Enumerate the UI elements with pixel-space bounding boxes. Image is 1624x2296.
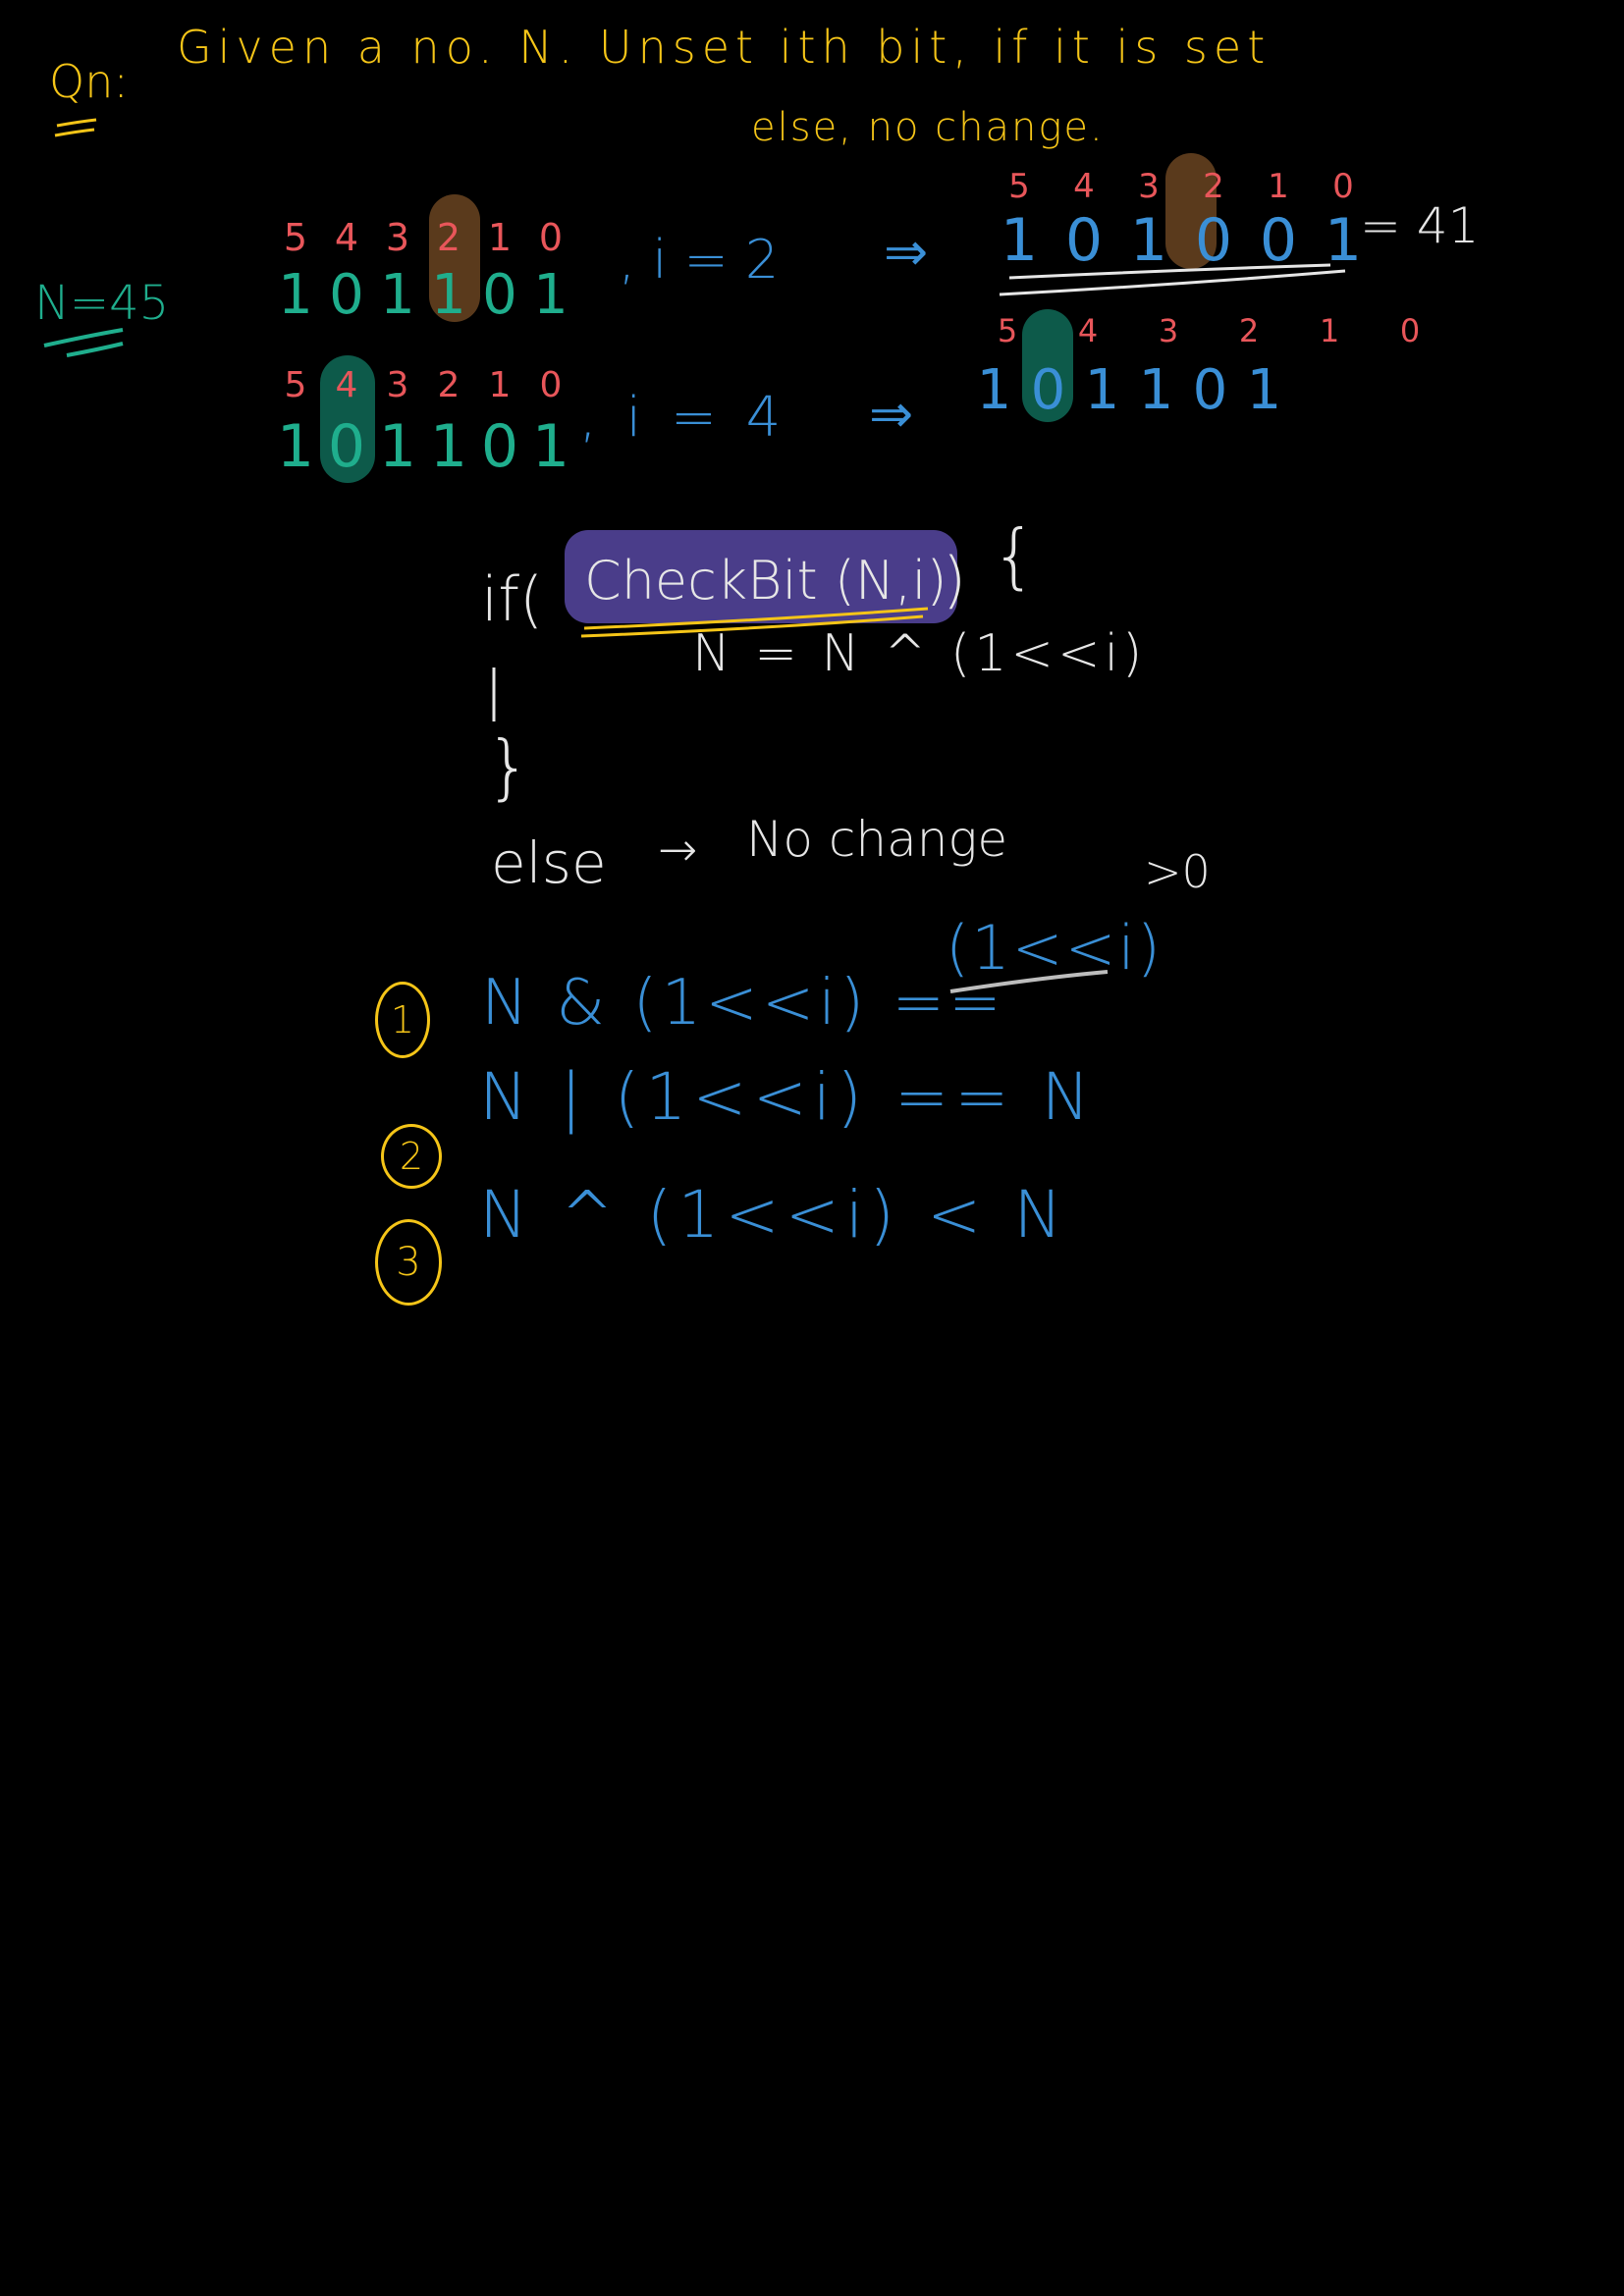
index: 2 xyxy=(1203,167,1224,206)
bit: 1 xyxy=(278,263,313,327)
check-number-1: 1 xyxy=(375,982,430,1058)
check-2-expression: N | (1<<i) == N xyxy=(479,1059,1096,1135)
condition-text: CheckBit (N,i) xyxy=(584,550,947,612)
index: 3 xyxy=(1158,312,1179,349)
index: 1 xyxy=(1319,312,1340,349)
bit: 1 xyxy=(1138,358,1174,422)
else-arrow: → xyxy=(658,823,698,878)
bit: 1 xyxy=(380,263,415,327)
index: 1 xyxy=(487,216,513,259)
index: 5 xyxy=(1008,167,1030,206)
bit: 1 xyxy=(976,358,1012,422)
close-brace: } xyxy=(486,725,531,808)
question-line-1: Given a no. N. Unset ith bit, if it is set xyxy=(177,21,1272,74)
condition-underline xyxy=(584,609,928,628)
bit: 1 xyxy=(533,263,568,327)
index: 2 xyxy=(436,216,461,259)
index: 3 xyxy=(385,216,410,259)
arrow-ex1: ⇒ xyxy=(884,221,929,283)
check-3-expression: N ^ (1<<i) < N xyxy=(479,1177,1068,1253)
index: 4 xyxy=(335,365,358,405)
bit: 1 xyxy=(1129,206,1168,275)
bit: 0 xyxy=(1030,358,1066,422)
check-number-2: 2 xyxy=(381,1124,442,1189)
else-keyword: else xyxy=(491,829,607,896)
index: 5 xyxy=(284,365,307,405)
bit: 0 xyxy=(329,263,364,327)
open-brace: { xyxy=(992,514,1037,597)
bit: 0 xyxy=(1194,206,1233,275)
bit: 0 xyxy=(480,412,519,481)
question-prefix: Qn: xyxy=(49,55,129,108)
qn-underline xyxy=(55,130,94,135)
index: 0 xyxy=(539,365,563,405)
condition-close-paren: ) xyxy=(943,544,967,615)
bit: 0 xyxy=(482,263,517,327)
index: 0 xyxy=(1332,167,1354,206)
result-value-ex1: = 41 xyxy=(1360,197,1480,254)
index: 4 xyxy=(1073,167,1095,206)
bit: 1 xyxy=(531,412,570,481)
bit: 0 xyxy=(327,412,366,481)
else-result: No change xyxy=(746,811,1008,868)
index: 5 xyxy=(283,216,308,259)
n-underline xyxy=(67,344,123,355)
n-value-label: N=45 xyxy=(34,276,170,331)
i-label-ex1: , i = 2 xyxy=(619,229,780,291)
n-underline xyxy=(44,330,123,346)
index: 4 xyxy=(1077,312,1099,349)
index: 0 xyxy=(538,216,564,259)
if-keyword: if( xyxy=(481,563,544,635)
rhs-underline xyxy=(950,972,1108,991)
arrow-ex2: ⇒ xyxy=(869,383,914,445)
index: 1 xyxy=(1268,167,1289,206)
assignment-body: N = N ^ (1<<i) xyxy=(692,624,1147,683)
index: 4 xyxy=(334,216,359,259)
bit: 1 xyxy=(429,412,468,481)
question-line-2: else, no change. xyxy=(751,105,1105,150)
i-label-ex2: , i = 4 xyxy=(579,386,787,450)
check-1-rhs: (1<<i) xyxy=(946,912,1163,984)
index: 2 xyxy=(437,365,460,405)
check-number-3: 3 xyxy=(375,1219,442,1306)
check-1-expression: N & (1<<i) == xyxy=(481,967,1005,1040)
index: 3 xyxy=(386,365,409,405)
index: 3 xyxy=(1138,167,1160,206)
index: 2 xyxy=(1238,312,1260,349)
bit: 1 xyxy=(276,412,315,481)
bit: 1 xyxy=(378,412,417,481)
bit: 0 xyxy=(1064,206,1104,275)
bit: 0 xyxy=(1259,206,1298,275)
bit: 1 xyxy=(431,263,466,327)
index: 1 xyxy=(488,365,512,405)
index: 0 xyxy=(1399,312,1421,349)
bit: 1 xyxy=(1000,206,1039,275)
bit: 0 xyxy=(1192,358,1228,422)
qn-underline xyxy=(57,120,96,126)
bit: 1 xyxy=(1246,358,1282,422)
bit: 1 xyxy=(1324,206,1363,275)
bit: 1 xyxy=(1084,358,1120,422)
index: 5 xyxy=(997,312,1018,349)
check-1-note: >0 xyxy=(1144,845,1211,898)
